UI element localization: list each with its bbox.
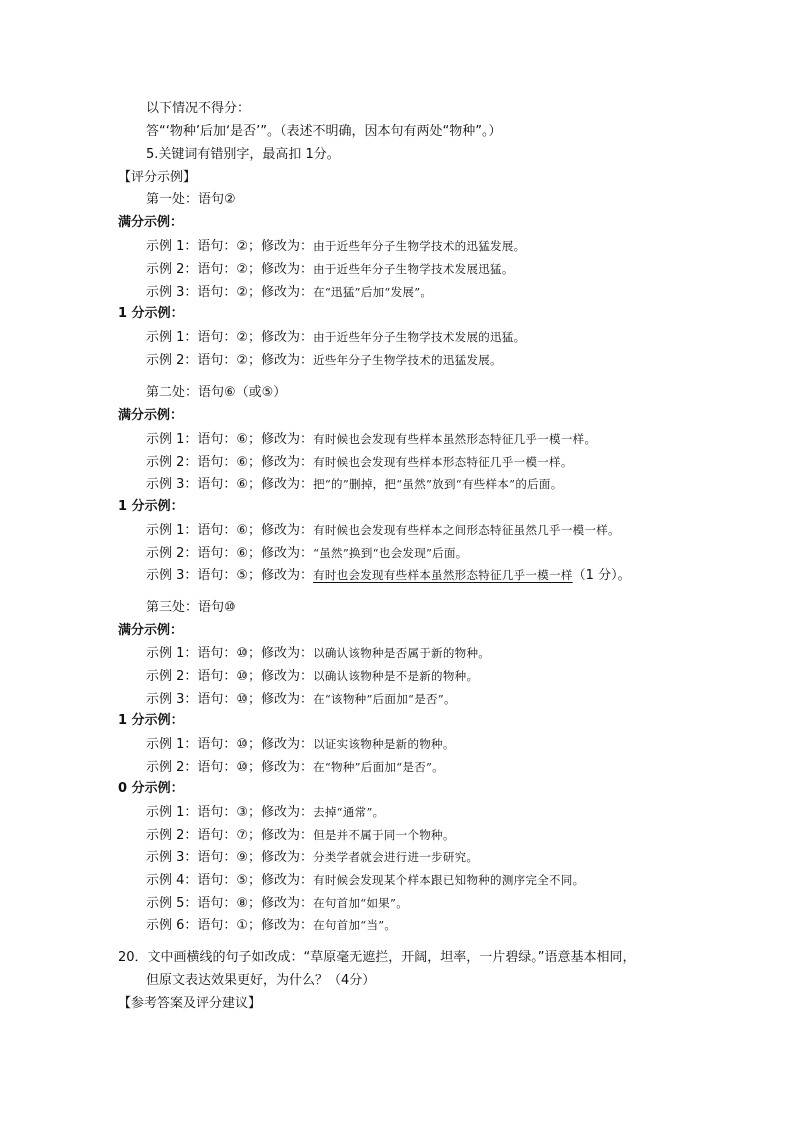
part2-title: 第二处：语句⑥（或⑤） [146,385,287,400]
part2-full-label: 满分示例： [118,408,184,423]
example-line: 示例 3：语句：⑩；修改为：在“该物种”后面加“是否”。 [146,692,456,707]
example-line: 示例 3：语句：②；修改为：在“迅猛”后加“发展”。 [146,285,433,300]
example-line: 示例 2：语句：⑦；修改为：但是并不属于同一个物种。 [146,828,455,843]
example-line: 示例 1：语句：③；修改为：去掉“通常”。 [146,805,385,820]
example-line: 示例 2：语句：⑩；修改为：以确认该物种是不是新的物种。 [146,669,479,684]
example-line: 示例 1：语句：⑥；修改为：有时候也会发现有些样本之间形态特征虽然几乎一模一样。 [146,523,620,538]
no-score-example: 答“‘物种’后加‘是否’”。（表述不明确，因本句有两处“物种”。） [146,124,502,139]
part3-full-label: 满分示例： [118,623,184,638]
example-line: 示例 2：语句：②；修改为：近些年分子生物学技术的迅猛发展。 [146,353,502,368]
example-line: 示例 1：语句：⑥；修改为：有时候也会发现有些样本虽然形态特征几乎一模一样。 [146,432,597,447]
answer-header: 【参考答案及评分建议】 [118,996,262,1011]
underlined-sentence: 有时也会发现有些样本虽然形态特征几乎一模一样 [313,568,573,582]
part2-one-label: 1 分示例： [118,499,184,514]
example-line: 示例 3：语句：⑤；修改为：有时也会发现有些样本虽然形态特征几乎一模一样（1 分）。 [146,568,631,583]
example-line: 示例 1：语句：⑩；修改为：以证实该物种是新的物种。 [146,737,455,752]
part1-one-label: 1 分示例： [118,306,184,321]
example-line: 示例 5：语句：⑧；修改为：在句首加“如果”。 [146,896,409,911]
question-20-line1: 20．文中画横线的句子如改成：“草原毫无遮拦，开阔，坦率，一片碧绿。”语意基本相同， [118,950,636,965]
example-line: 示例 4：语句：⑤；修改为：有时候会发现某个样本跟已知物种的测序完全不同。 [146,873,585,888]
example-line: 示例 2：语句：②；修改为：由于近些年分子生物学技术发展迅猛。 [146,262,514,277]
part3-one-label: 1 分示例： [118,713,184,728]
example-line: 示例 2：语句：⑥；修改为：“虽然”换到“也会发现”后面。 [146,546,468,561]
no-score-header: 以下情况不得分： [146,101,251,116]
part3-zero-label: 0 分示例： [118,781,184,796]
part1-title: 第一处：语句② [146,192,236,207]
example-line: 示例 2：语句：⑩；修改为：在“物种”后面加“是否”。 [146,760,444,775]
example-line: 示例 3：语句：⑥；修改为：把“的”删掉，把“虽然”放到“有些样本”的后面。 [146,477,563,492]
example-line: 示例 1：语句：②；修改为：由于近些年分子生物学技术的迅猛发展。 [146,239,526,254]
example-line: 示例 2：语句：⑥；修改为：有时候也会发现有些样本形态特征几乎一模一样。 [146,455,573,470]
question-20-line2: 但原文表达效果更好，为什么？（4分） [146,973,376,988]
section-title: 【评分示例】 [118,170,197,185]
example-line: 示例 1：语句：②；修改为：由于近些年分子生物学技术发展的迅猛。 [146,330,526,345]
example-line: 示例 3：语句：⑨；修改为：分类学者就会进行进一步研究。 [146,850,479,865]
example-line: 示例 1：语句：⑩；修改为：以确认该物种是否属于新的物种。 [146,646,491,661]
part3-title: 第三处：语句⑩ [146,600,236,615]
part1-full-label: 满分示例： [118,215,184,230]
rule-5: 5.关键词有错别字，最高扣 1分。 [146,147,340,162]
example-line: 示例 6：语句：①；修改为：在句首加“当”。 [146,918,397,933]
